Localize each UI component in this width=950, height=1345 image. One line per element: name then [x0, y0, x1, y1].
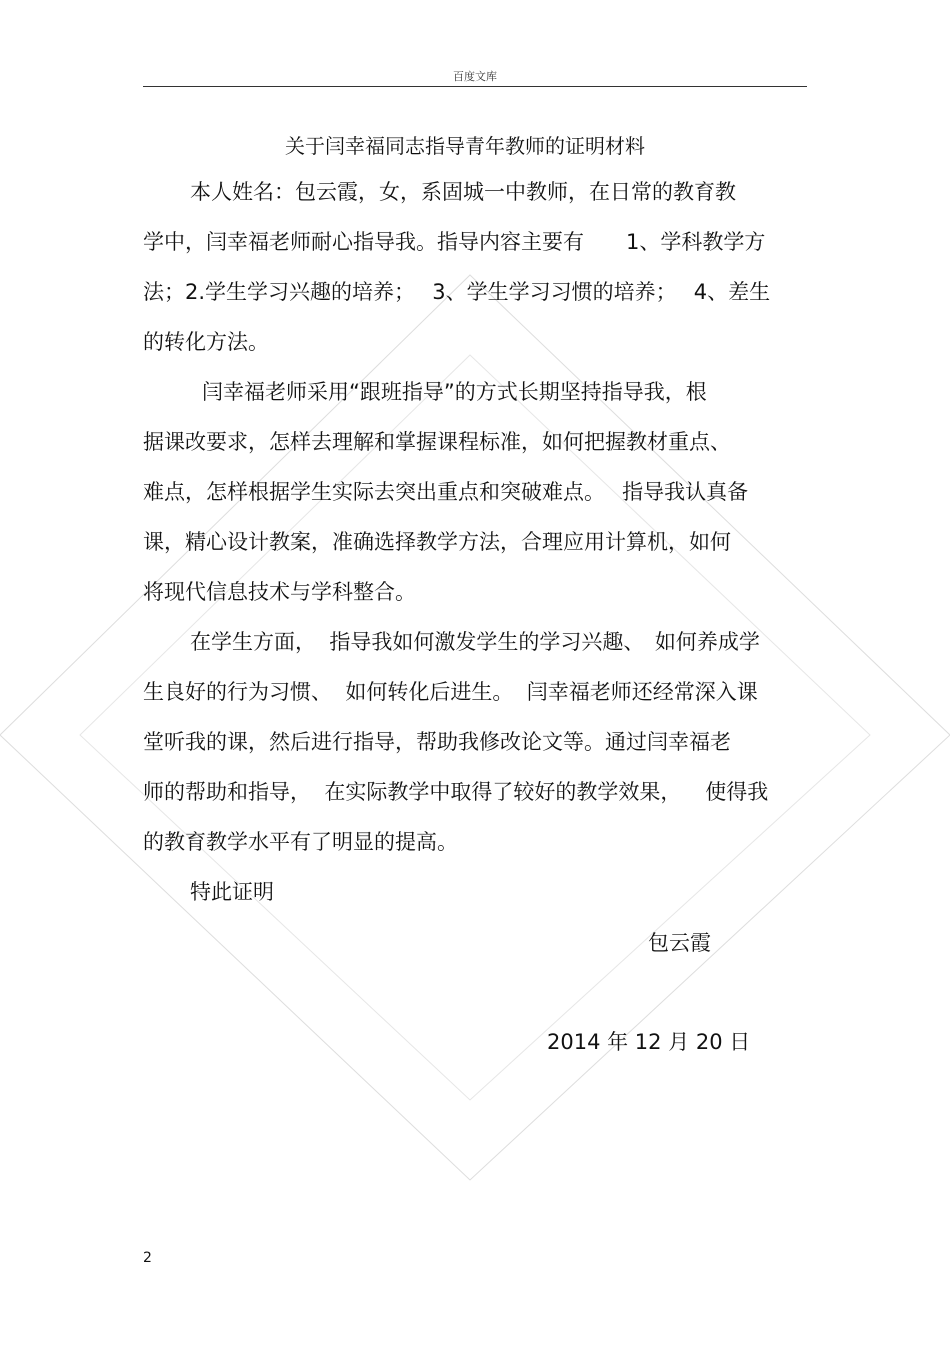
page-number: 2 — [143, 1250, 152, 1266]
document-title: 关于闫幸福同志指导青年教师的证明材料 — [285, 134, 645, 158]
paragraph-1-line-3: 法；2.学生学习兴趣的培养； 3、学生学习习惯的培养； 4、差生 — [143, 280, 771, 304]
paragraph-1-line-2: 学中，闫幸福老师耐心指导我。指导内容主要有 1、学科教学方 — [143, 230, 766, 254]
paragraph-2-line-4: 课，精心设计教案，准确选择教学方法，合理应用计算机，如何 — [143, 530, 731, 554]
paragraph-2-line-3: 难点，怎样根据学生实际去突出重点和突破难点。 指导我认真备 — [143, 480, 749, 504]
paragraph-1-line-1: 本人姓名：包云霞，女，系固城一中教师，在日常的教育教 — [190, 180, 736, 204]
paragraph-3-line-3: 堂听我的课，然后进行指导，帮助我修改论文等。通过闫幸福老 — [143, 730, 731, 754]
paragraph-3-line-4: 师的帮助和指导， 在实际教学中取得了较好的教学效果， 使得我 — [143, 780, 769, 804]
paragraph-3-line-5: 的教育教学水平有了明显的提高。 — [143, 830, 458, 854]
paragraph-2-line-1: 闫幸福老师采用“跟班指导”的方式长期坚持指导我，根 — [202, 380, 707, 404]
paragraph-3-line-2: 生良好的行为习惯、 如何转化后进生。 闫幸福老师还经常深入课 — [143, 680, 758, 704]
paragraph-1-line-4: 的转化方法。 — [143, 330, 269, 354]
signature-date: 2014 年 12 月 20 日 — [547, 1030, 751, 1054]
paragraph-2-line-2: 据课改要求，怎样去理解和掌握课程标准，如何把握教材重点、 — [143, 430, 731, 454]
paragraph-2-line-5: 将现代信息技术与学科整合。 — [143, 580, 416, 604]
closing-statement: 特此证明 — [190, 880, 274, 904]
paragraph-3-line-1: 在学生方面， 指导我如何激发学生的学习兴趣、 如何养成学 — [190, 630, 760, 654]
header-label: 百度文库 — [453, 70, 497, 83]
signature-name: 包云霞 — [648, 931, 711, 955]
header-divider — [143, 86, 807, 87]
